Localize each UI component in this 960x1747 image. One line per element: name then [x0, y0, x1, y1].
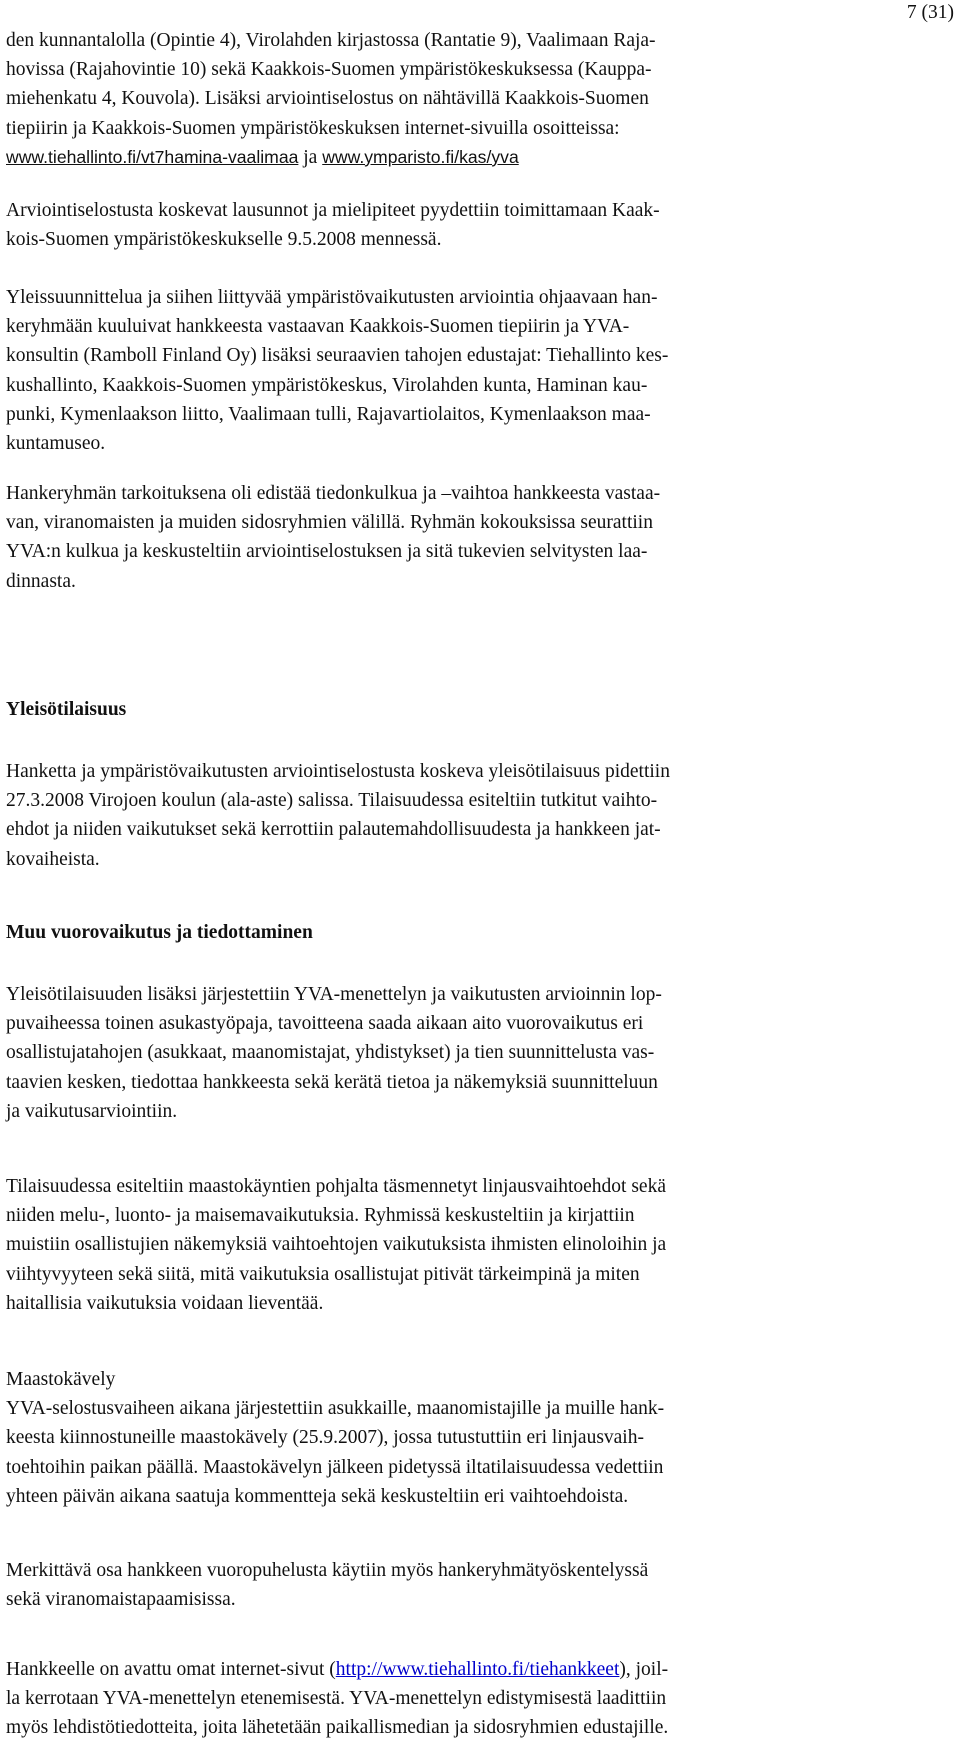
- text-line: ehdot ja niiden vaikutukset sekä kerrottiin palautemahdollisuudesta ja hankkeen jat-: [6, 819, 661, 841]
- link-tiehankkeet[interactable]: http://www.tiehallinto.fi/tiehankkeet: [335, 1659, 620, 1680]
- subheading-maastokavely: Maastokävely: [6, 1369, 116, 1390]
- text-line: muistiin osallistujien näkemyksiä vaihtoehtojen vaikutuksista ihmisten elinoloihin ja: [6, 1234, 667, 1256]
- text-line: kovaiheista.: [6, 848, 100, 870]
- text-line: yhteen päivän aikana saatuja kommentteja sekä keskusteltiin eri vaihtoehdoista.: [6, 1485, 629, 1507]
- text-line: [6, 1655, 668, 1684]
- text-line: kushallinto, Kaakkois-Suomen ympäristökeskus, Virolahden kunta, Haminan kau-: [6, 374, 648, 396]
- text-line: Arviointiselostusta koskevat lausunnot ja mielipiteet pyydettiin toimittamaan Kaak-: [6, 200, 660, 221]
- heading-yleisotilaisuus: Yleisötilaisuus: [6, 699, 127, 720]
- text-line: tiepiirin ja Kaakkois-Suomen ympäristökeskuksen internet-sivuilla osoitteissa:: [6, 117, 620, 139]
- text-fragment: ), joil-: [619, 1659, 669, 1680]
- link-tiehallinto[interactable]: www.tiehallinto.fi/vt7hamina-vaalimaa: [6, 146, 299, 167]
- text-line: myös lehdistötiedotteita, joita lähetetään paikallismedian ja sidosryhmien edustajille.: [6, 1717, 669, 1739]
- heading-muu-vuorovaikutus: Muu vuorovaikutus ja tiedottaminen: [6, 922, 313, 943]
- text-line: 27.3.2008 Virojoen koulun (ala-aste) salissa. Tilaisuudessa esiteltiin tutkitut vaihto-: [6, 790, 658, 812]
- public-event-paragraph: [6, 757, 670, 874]
- page-number: 7 (31): [906, 2, 954, 23]
- text-line: kois-Suomen ympäristökeskukselle 9.5.2008 mennessä.: [6, 229, 442, 251]
- text-line: Hankeryhmän tarkoituksena oli edistää tiedonkulkua ja –vaihtoa hankkeesta vastaa-: [6, 483, 661, 504]
- text-line: taavien kesken, tiedottaa hankkeesta sekä kerätä tietoa ja näkemyksiä suunnitteluun: [6, 1071, 658, 1093]
- workshop-paragraph: [6, 1172, 666, 1318]
- text-line: [6, 143, 656, 172]
- text-line: kuntamuseo.: [6, 433, 106, 455]
- text-line: haitallisia vaikutuksia voidaan lieventää.: [6, 1292, 324, 1314]
- text-fragment: Hankkeelle on avattu omat internet-sivut (: [6, 1659, 336, 1680]
- text-conjunction: ja: [298, 146, 323, 168]
- intro-paragraph: [6, 26, 656, 172]
- other-interaction-paragraph: [6, 980, 662, 1126]
- text-line: puvaiheessa toinen asukastyöpaja, tavoitteena saada aikaan aito vuorovaikutus eri: [6, 1013, 644, 1035]
- text-line: den kunnantalolla (Opintie 4), Virolahden kirjastossa (Rantatie 9), Vaalimaan Raja-: [6, 30, 656, 51]
- text-line: Merkittävä osa hankkeen vuoropuhelusta käytiin myös hankeryhmätyöskentelyssä: [6, 1560, 649, 1581]
- internet-paragraph: [6, 1655, 668, 1743]
- link-ymparisto[interactable]: www.ymparisto.fi/kas/yva: [322, 146, 519, 167]
- text-line: sekä viranomaistapaamisissa.: [6, 1589, 236, 1611]
- text-line: osallistujatahojen (asukkaat, maanomistajat, yhdistykset) ja tien suunnittelusta vas-: [6, 1042, 655, 1064]
- text-line: konsultin (Ramboll Finland Oy) lisäksi seuraavien tahojen edustajat: Tiehallinto kes-: [6, 345, 669, 367]
- text-line: van, viranomaisten ja muiden sidosryhmien välillä. Ryhmän kokouksissa seurattiin: [6, 512, 653, 534]
- text-line: Tilaisuudessa esiteltiin maastokäyntien pohjalta täsmennetyt linjausvaihtoehdot sekä: [6, 1176, 666, 1197]
- project-group-paragraph: [6, 283, 668, 458]
- dialogue-paragraph: [6, 1556, 648, 1614]
- text-line: Hanketta ja ympäristövaikutusten arviointiselostusta koskeva yleisötilaisuus pidettiin: [6, 761, 670, 782]
- field-walk-paragraph: [6, 1365, 664, 1511]
- text-line: Yleisötilaisuuden lisäksi järjestettiin YVA-menettelyn ja vaikutusten arvioinnin lop-: [6, 984, 662, 1005]
- text-line: hovissa (Rajahovintie 10) sekä Kaakkois-Suomen ympäristökeskuksessa (Kauppa-: [6, 59, 652, 81]
- text-line: keesta kiinnostuneille maastokävely (25.9.2007), jossa tutustuttiin eri linjausvaih-: [6, 1427, 644, 1449]
- text-line: YVA:n kulkua ja keskusteltiin arviointiselostuksen ja sitä tukevien selvitysten laa-: [6, 541, 648, 563]
- text-line: miehenkatu 4, Kouvola). Lisäksi arviointiselostus on nähtävillä Kaakkois-Suomen: [6, 88, 649, 110]
- text-line: YVA-selostusvaiheen aikana järjestettiin asukkaille, maanomistajille ja muille hank-: [6, 1398, 665, 1420]
- text-line: Yleissuunnittelua ja siihen liittyvää ympäristövaikutusten arviointia ohjaavaan han-: [6, 287, 658, 308]
- text-line: keryhmään kuuluivat hankkeesta vastaavan Kaakkois-Suomen tiepiirin ja YVA-: [6, 316, 630, 338]
- text-line: viihtyvyyteen sekä siitä, mitä vaikutuksia osallistujat pitivät tärkeimpinä ja miten: [6, 1263, 640, 1285]
- text-line: ja vaikutusarviointiin.: [6, 1100, 178, 1122]
- project-group-purpose-paragraph: [6, 479, 660, 596]
- text-line: niiden melu-, luonto- ja maisemavaikutuksia. Ryhmissä keskusteltiin ja kirjattiin: [6, 1205, 635, 1227]
- text-line: toehtoihin paikan päällä. Maastokävelyn jälkeen pidetyssä iltatilaisuudessa vedettiin: [6, 1456, 664, 1478]
- text-line: dinnasta.: [6, 570, 76, 592]
- text-line: punki, Kymenlaakson liitto, Vaalimaan tulli, Rajavartiolaitos, Kymenlaakson maa-: [6, 403, 651, 425]
- text-line: la kerrotaan YVA-menettelyn etenemisestä. YVA-menettelyn edistymisestä laadittiin: [6, 1688, 667, 1710]
- statements-paragraph: [6, 196, 660, 254]
